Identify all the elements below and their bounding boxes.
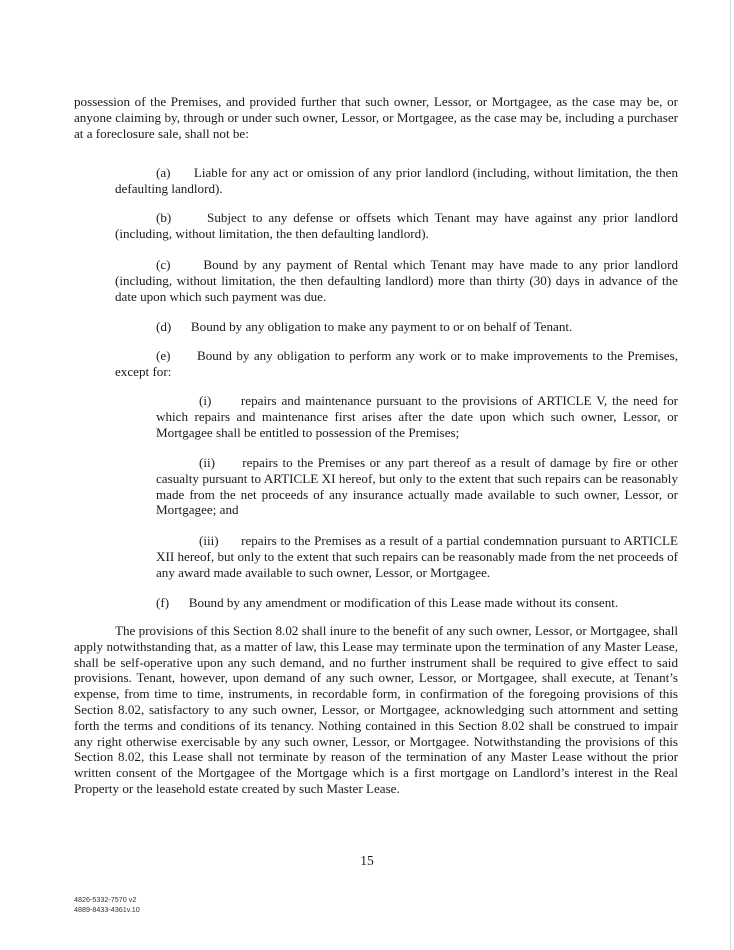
item-c-paragraph: (c) Bound by any payment of Rental which Tenant may have made to any prior landlord (including, without limitation, the then defaulting landlord) more than thirty (30) days in advance of the date upon which such payment was due.: [115, 257, 678, 304]
closing-paragraph: The provisions of this Section 8.02 shall inure to the benefit of any such owner, Lessor, or Mortgagee, shall apply notwithstanding that, as a matter of law, this Lease may terminate upon the termination of any Master Lease, shall be self-operative upon any such demand, and no further instrument shall be required to give effect to said provisions. Tenant, however, upon demand of any such owner, Lessor, or Mortgagee, shall execute, at Tenant’s expense, from time to time, instruments, in recordable form, in confirmation of the foregoing provisions of this Section 8.02, satisfactory to any such owner, Lessor, or Mortgagee, acknowledging such attornment and setting forth the terms and conditions of its tenancy. Nothing contained in this Section 8.02 shall be construed to impair any right otherwise exercisable by any such owner, Lessor, or Mortgagee. Notwithstanding the provisions of this Section 8.02, this Lease shall not terminate by reason of the termination of any Master Lease without the prior written consent of the Mortgagee of the Mortgage which is a first mortgage on Landlord’s interest in the Real Property or the leasehold estate created by such Master Lease.: [74, 623, 678, 796]
document-id-1: 4826-5332-7570 v2: [74, 895, 137, 904]
item-d-paragraph: (d) Bound by any obligation to make any payment to or on behalf of Tenant.: [156, 319, 573, 334]
page-edge-divider: [730, 0, 731, 950]
item-e-i-paragraph: (i) repairs and maintenance pursuant to the provisions of ARTICLE V, the need for which repairs and maintenance first arises after the date upon which such owner, Lessor, or Mortgagee shall be entitled to possession of the Premises;: [156, 393, 678, 440]
page-number: 15: [360, 853, 374, 868]
item-f-paragraph: (f) Bound by any amendment or modification of this Lease made without its consent.: [156, 595, 619, 610]
item-b-paragraph: (b) Subject to any defense or offsets which Tenant may have against any prior landlord (including, without limitation, the then defaulting landlord).: [115, 210, 678, 241]
item-a-paragraph: (a) Liable for any act or omission of any prior landlord (including, without limitation, the then defaulting landlord).: [115, 165, 678, 196]
item-e-paragraph: (e) Bound by any obligation to perform any work or to make improvements to the Premises, except for:: [115, 348, 678, 379]
intro-paragraph: possession of the Premises, and provided further that such owner, Lessor, or Mortgagee, as the case may be, or anyone claiming by, through or under such owner, Lessor, or Mortgagee, as the case may be, including a purchaser at a foreclosure sale, shall not be:: [74, 94, 678, 141]
document-id-2: 4889-8433-4361v.10: [74, 905, 140, 914]
item-e-iii-paragraph: (iii) repairs to the Premises as a result of a partial condemnation pursuant to ARTICLE XII hereof, but only to the extent that such repairs can be reasonably made from the net proceeds of any award made available to such owner, Lessor, or Mortgagee.: [156, 533, 678, 580]
item-e-ii-paragraph: (ii) repairs to the Premises or any part thereof as a result of damage by fire or other casualty pursuant to ARTICLE XI hereof, but only to the extent that such repairs can be reasonably made from the net proceeds of any insurance actually made available to such owner, Lessor, or Mortgagee; and: [156, 455, 678, 518]
